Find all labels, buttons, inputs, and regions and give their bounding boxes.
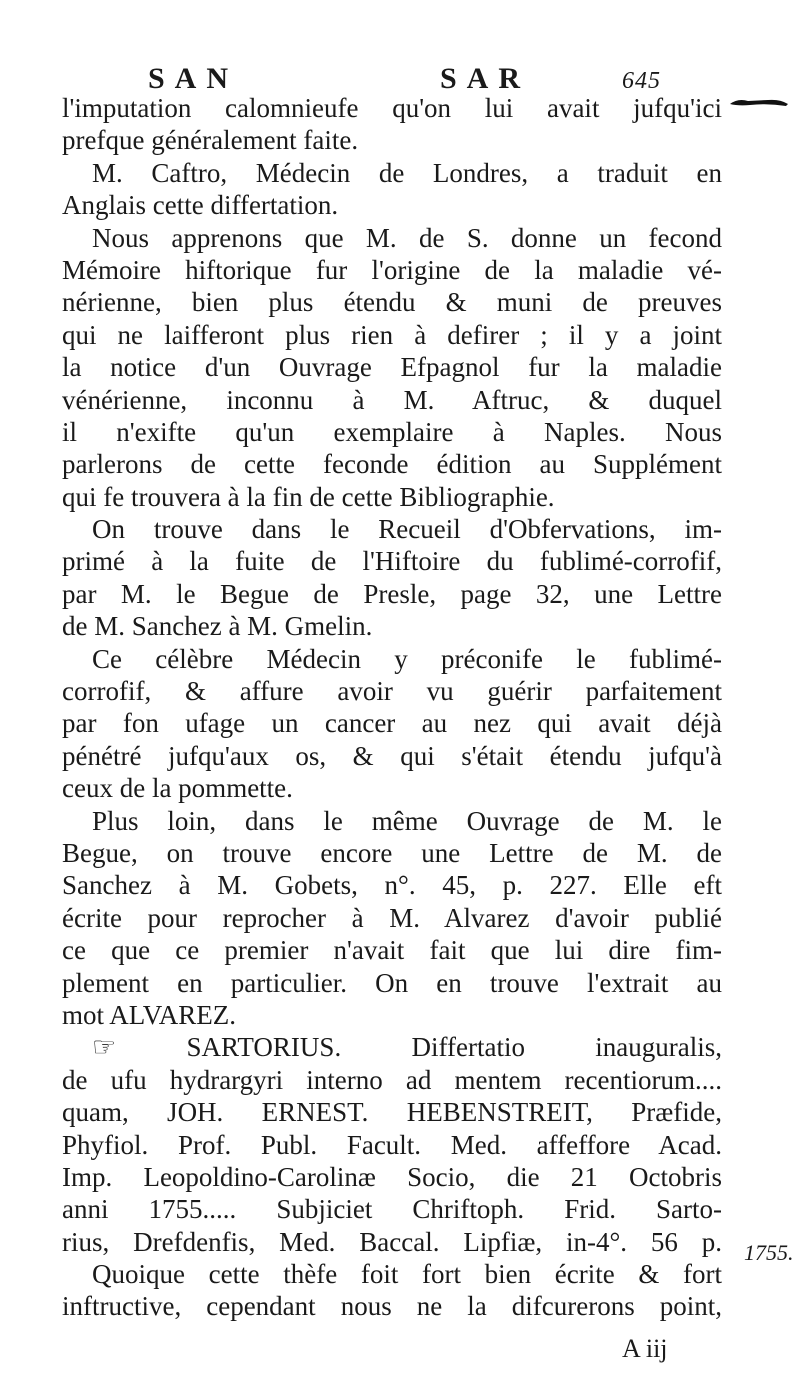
- margin-year-note: 1755.: [744, 1240, 794, 1265]
- text-line: inftructive, cependant nous ne la difcurerons point,: [62, 1291, 722, 1322]
- text-line: Begue, on trouve encore une Lettre de M. de: [62, 837, 722, 868]
- running-head-left: SAN: [148, 62, 239, 95]
- text-line: On trouve dans le Recueil d'Obfervations, im-: [92, 514, 722, 545]
- text-line: Quoique cette thèfe foit fort bien écrite & fort: [92, 1259, 722, 1290]
- ink-mark-icon: [728, 96, 790, 108]
- text-line: parlerons de cette feconde édition au Supplément: [62, 449, 722, 480]
- text-line: Imp. Leopoldino-Carolinæ Socio, die 21 Octobris: [62, 1161, 722, 1192]
- text-line: ☞ SARTORIUS. Differtatio inauguralis,: [92, 1032, 722, 1063]
- page-number: 645: [622, 68, 661, 94]
- signature-mark: A iij: [622, 1334, 668, 1363]
- text-line: ceux de la pommette.: [62, 773, 293, 804]
- text-line: écrite pour reprocher à M. Alvarez d'avoir publié: [62, 902, 722, 933]
- text-line: Plus loin, dans le même Ouvrage de M. le: [92, 805, 722, 836]
- text-line: corrofif, & affure avoir vu guérir parfaitement: [62, 676, 722, 707]
- text-line: Nous apprenons que M. de S. donne un fecond: [92, 222, 722, 253]
- text-line: Ce célèbre Médecin y préconife le fublimé-: [92, 643, 722, 674]
- text-line: par M. le Begue de Presle, page 32, une Lettre: [62, 578, 722, 609]
- text-line: primé à la fuite de l'Hiftoire du fublimé-corrofif,: [62, 546, 722, 577]
- text-line: quam, JOH. ERNEST. HEBENSTREIT, Præfide,: [62, 1097, 722, 1128]
- text-line: prefque généralement faite.: [62, 125, 359, 156]
- text-line: par fon ufage un cancer au nez qui avait déjà: [62, 708, 722, 739]
- text-line: ce que ce premier n'avait fait que lui dire fim-: [62, 935, 722, 966]
- text-line: qui ne laifferont plus rien à defirer ; il y a joint: [62, 319, 722, 350]
- text-line: Anglais cette differtation.: [62, 190, 339, 221]
- text-line: il n'exifte qu'un exemplaire à Naples. Nous: [62, 416, 722, 447]
- text-line: pénétré jufqu'aux os, & qui s'était étendu jufqu'à: [62, 740, 722, 771]
- text-line: Phyfiol. Prof. Publ. Facult. Med. affeffore Acad.: [62, 1129, 722, 1160]
- text-line: Sanchez à M. Gobets, n°. 45, p. 227. Elle eft: [62, 870, 722, 901]
- text-line: de ufu hydrargyri interno ad mentem recentiorum....: [62, 1064, 722, 1095]
- text-line: vénérienne, inconnu à M. Aftruc, & duquel: [62, 384, 722, 415]
- text-line: l'imputation calomnieufe qu'on lui avait jufqu'ici: [62, 93, 722, 123]
- body-text: [62, 92, 722, 1323]
- text-line: nérienne, bien plus étendu & muni de preuves: [62, 287, 722, 318]
- running-head-right: SAR: [440, 62, 531, 95]
- text-line: de M. Sanchez à M. Gmelin.: [62, 611, 373, 642]
- text-line: anni 1755..... Subjiciet Chriftoph. Frid. Sarto-: [62, 1194, 722, 1225]
- text-line: rius, Drefdenfis, Med. Baccal. Lipfiæ, in-4°. 56 p.: [62, 1226, 722, 1257]
- text-line: Mémoire hiftorique fur l'origine de la maladie vé-: [62, 254, 722, 285]
- text-line: M. Caftro, Médecin de Londres, a traduit en: [92, 157, 722, 188]
- text-line: la notice d'un Ouvrage Efpagnol fur la maladie: [62, 352, 722, 383]
- text-line: mot ALVAREZ.: [62, 999, 237, 1030]
- text-line: qui fe trouvera à la fin de cette Bibliographie.: [62, 481, 555, 512]
- text-line: plement en particulier. On en trouve l'extrait au: [62, 967, 722, 998]
